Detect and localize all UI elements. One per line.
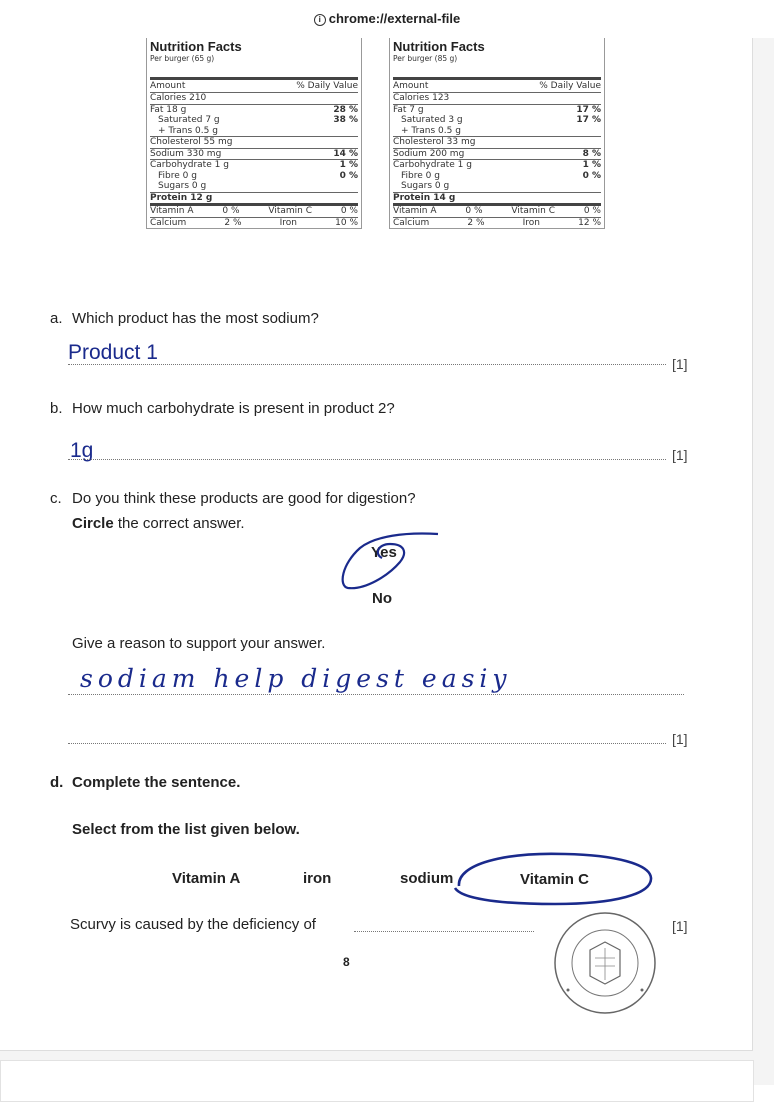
nutrient-value: 17 % <box>576 104 601 115</box>
nutrient-label: Cholesterol 33 mg <box>393 137 476 147</box>
nutrient-label: Fibre 0 g <box>401 170 440 181</box>
nutrient-label: Saturated 3 g <box>401 115 463 125</box>
vitamin-value: 12 % <box>578 217 601 228</box>
vitamin-label: Vitamin A <box>150 206 194 216</box>
answer-line-c1 <box>68 694 684 695</box>
instruction-bold: Circle <box>72 515 114 532</box>
question-b <box>50 400 395 417</box>
page-number: 8 <box>343 955 350 969</box>
option-vitamin-c[interactable]: Vitamin C <box>520 871 589 888</box>
nutrient-label: Sugars 0 g <box>158 181 207 191</box>
nutrient-label: Sodium 200 mg <box>393 148 465 159</box>
vitamin-label: Iron <box>279 217 297 228</box>
marks-c: [1] <box>672 731 688 747</box>
nutrient-value: 1 % <box>339 160 358 170</box>
handwritten-answer-c: sodiam help digest easiy <box>80 664 512 693</box>
nutrition-label-product-1 <box>146 38 362 229</box>
nutrient-value: 1 % <box>582 160 601 170</box>
handwritten-answer-b: 1g <box>70 439 94 462</box>
label-title: Nutrition Facts <box>393 39 485 54</box>
amount-header: Amount <box>393 81 429 91</box>
browser-address-bar <box>0 0 774 39</box>
vitamin-value: 0 % <box>465 206 483 216</box>
nutrient-value: 28 % <box>333 104 358 115</box>
answer-line-d <box>354 931 534 932</box>
option-no[interactable]: No <box>372 590 392 607</box>
document-page <box>0 38 753 1051</box>
vitamin-value: 0 % <box>583 206 601 216</box>
info-icon[interactable]: i <box>314 14 326 26</box>
url-display[interactable] <box>0 11 774 26</box>
nutrient-label: Protein 12 g <box>150 192 213 203</box>
vitamin-value: 0 % <box>222 206 240 216</box>
option-yes[interactable]: Yes <box>371 544 397 561</box>
nutrient-label: + Trans 0.5 g <box>158 125 218 136</box>
answer-line-b <box>68 459 666 460</box>
handwritten-answer-a: Product 1 <box>68 341 158 364</box>
nutrient-label: Fat 7 g <box>393 104 424 115</box>
nutrition-label-product-2 <box>389 38 605 229</box>
label-serving: Per burger (85 g) <box>393 54 458 63</box>
nutrient-label: Sodium 330 mg <box>150 148 222 159</box>
nutrient-value: 0 % <box>339 170 358 181</box>
marks-a: [1] <box>672 356 688 372</box>
marks-d: [1] <box>672 918 688 934</box>
nutrient-label: Cholesterol 55 mg <box>150 137 233 147</box>
nutrient-label: Sugars 0 g <box>401 181 450 191</box>
sentence-prompt: Scurvy is caused by the deficiency of <box>70 916 316 933</box>
amount-header: Amount <box>150 81 186 91</box>
question-letter: c. <box>50 490 62 507</box>
vitamin-value: 10 % <box>335 217 358 228</box>
dv-header: % Daily Value <box>539 81 601 91</box>
question-c <box>50 490 416 507</box>
nutrient-value: 0 % <box>582 170 601 181</box>
instruction-rest: the correct answer. <box>113 515 245 532</box>
option-vitamin-a[interactable]: Vitamin A <box>172 870 241 887</box>
option-iron[interactable]: iron <box>303 870 332 887</box>
label-title: Nutrition Facts <box>150 39 242 54</box>
nutrient-value: 8 % <box>582 148 601 159</box>
nutrient-value: 17 % <box>576 115 601 125</box>
next-page <box>0 1060 754 1102</box>
nutrient-label: Saturated 7 g <box>158 115 220 125</box>
question-letter: b. <box>50 400 63 417</box>
marks-b: [1] <box>672 447 688 463</box>
vitamin-label: Vitamin C <box>268 206 312 216</box>
vitamin-c-circle-mark <box>445 846 660 908</box>
scrollbar[interactable] <box>754 38 774 1085</box>
vitamin-label: Vitamin A <box>393 206 437 216</box>
vitamin-label: Calcium <box>393 217 430 228</box>
nutrient-label: Fat 18 g <box>150 104 187 115</box>
question-text: Which product has the most sodium? <box>72 310 319 327</box>
question-d <box>50 774 240 791</box>
nutrient-label: Carbohydrate 1 g <box>393 160 472 170</box>
nutrient-value: 38 % <box>333 115 358 125</box>
question-text: Complete the sentence. <box>72 774 241 791</box>
vitamin-value: 0 % <box>340 206 358 216</box>
calories: Calories 123 <box>393 93 450 103</box>
nutrient-label: + Trans 0.5 g <box>401 125 461 136</box>
question-text: Do you think these products are good for digestion? <box>72 490 416 507</box>
question-letter: d. <box>50 774 64 791</box>
question-text: How much carbohydrate is present in product 2? <box>72 400 395 417</box>
answer-line-c2 <box>68 743 666 744</box>
nutrient-label: Protein 14 g <box>393 192 456 203</box>
question-a <box>50 310 319 327</box>
dv-header: % Daily Value <box>296 81 358 91</box>
vitamin-label: Calcium <box>150 217 187 228</box>
vitamin-label: Iron <box>522 217 540 228</box>
option-sodium[interactable]: sodium <box>400 870 454 887</box>
pdf-viewer <box>0 38 774 1085</box>
vitamin-value: 2 % <box>224 217 242 228</box>
vitamin-label: Vitamin C <box>511 206 555 216</box>
select-instruction: Select from the list given below. <box>72 821 300 838</box>
nutrient-value: 14 % <box>333 148 358 159</box>
circle-instruction <box>72 515 245 532</box>
question-letter: a. <box>50 310 63 327</box>
vitamin-value: 2 % <box>467 217 485 228</box>
answer-line-a <box>68 364 666 365</box>
label-serving: Per burger (65 g) <box>150 54 215 63</box>
nutrient-label: Carbohydrate 1 g <box>150 160 229 170</box>
school-seal-icon <box>550 908 660 1018</box>
url-text: chrome://external-file <box>328 11 461 26</box>
yes-circle-mark <box>330 526 450 596</box>
reason-prompt: Give a reason to support your answer. <box>72 635 326 652</box>
calories: Calories 210 <box>150 93 207 103</box>
nutrient-label: Fibre 0 g <box>158 170 197 181</box>
